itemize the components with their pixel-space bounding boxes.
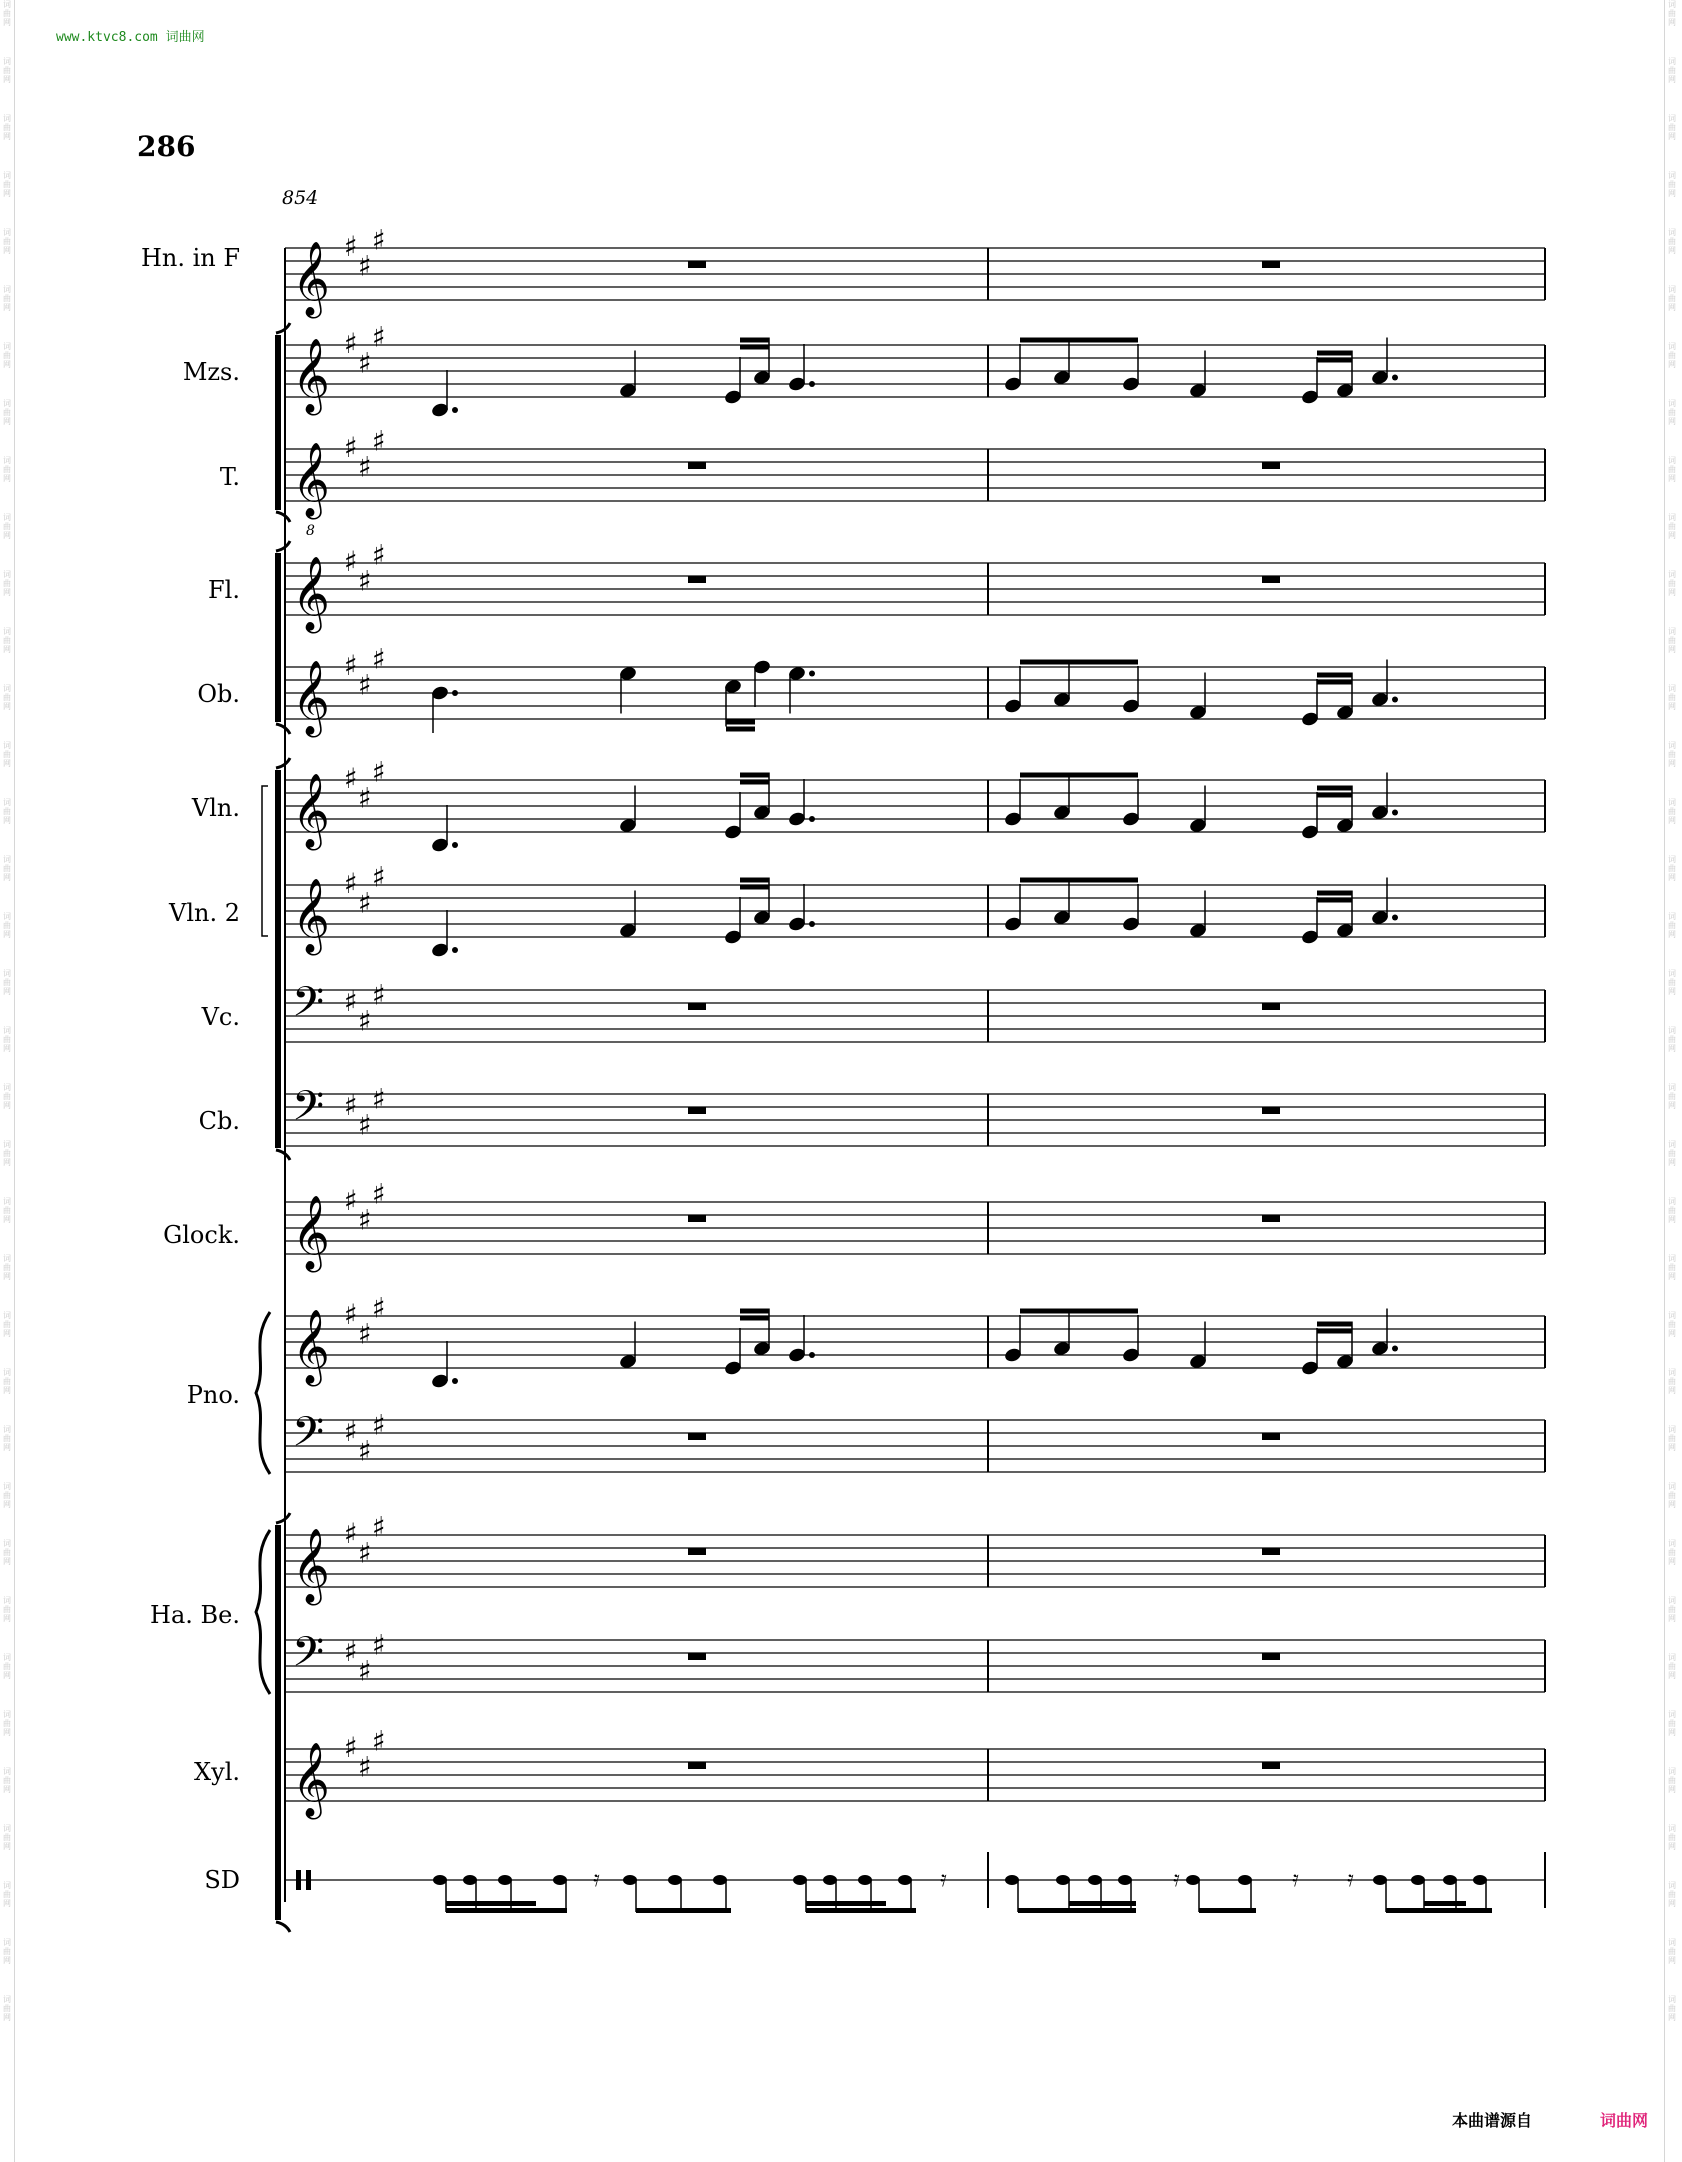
dot — [1392, 1346, 1398, 1352]
bass-clef: 𝄢 — [292, 1628, 325, 1686]
sharp: ♯ — [344, 762, 358, 795]
edge-watermark-text: 词曲网 — [3, 684, 11, 711]
instrument-label: Cb. — [198, 1107, 240, 1135]
instrument-label: Vln. — [191, 794, 240, 822]
edge-watermark-text: 词曲网 — [1668, 1197, 1676, 1224]
beam — [740, 1309, 769, 1314]
snare-note — [1118, 1875, 1132, 1885]
sharp: ♯ — [344, 327, 358, 360]
treble-clef: 𝄞 — [292, 1743, 330, 1817]
sharp: ♯ — [358, 781, 372, 815]
sharp: ♯ — [358, 1203, 372, 1237]
edge-watermark-text: 词曲网 — [3, 1482, 11, 1509]
notes — [296, 338, 1492, 1914]
edge-watermark-text: 词曲网 — [1668, 1140, 1676, 1167]
edge-watermark-text: 词曲网 — [1668, 513, 1676, 540]
instrument-label: Hn. in F — [140, 244, 240, 272]
beam — [1020, 878, 1138, 883]
edge-watermark-text: 词曲网 — [3, 912, 11, 939]
whole-rests — [688, 261, 1280, 1769]
treble-clef: 𝄞 — [292, 443, 330, 517]
dot — [809, 921, 815, 927]
treble-clef: 𝄞 — [292, 774, 330, 848]
edge-watermark-text: 词曲网 — [3, 969, 11, 996]
bass-clef: 𝄢 — [292, 1082, 325, 1140]
rest: 𝄿 — [1173, 1867, 1180, 1892]
beam — [740, 345, 769, 350]
beam — [740, 773, 769, 778]
snare-note — [858, 1875, 872, 1885]
edge-watermark-text: 词曲网 — [3, 1539, 11, 1566]
page-number: 286 — [137, 130, 196, 163]
dot — [1392, 810, 1398, 816]
footer-site-link[interactable]: 词曲网 — [1600, 2111, 1649, 2130]
whole-rest — [688, 1548, 706, 1555]
sharp: ♯ — [344, 1089, 358, 1122]
sharp: ♯ — [372, 223, 386, 257]
bracket-hook — [276, 512, 290, 522]
beam — [1020, 773, 1138, 778]
instrument-label: Pno. — [186, 1381, 240, 1409]
beam — [740, 780, 769, 785]
sharp: ♯ — [372, 1177, 386, 1211]
beam — [1317, 1322, 1352, 1327]
edge-watermark-text: 词曲网 — [1668, 1596, 1676, 1623]
edge-watermark-text: 词曲网 — [3, 342, 11, 369]
edge-watermark-text: 词曲网 — [3, 855, 11, 882]
beam — [806, 1908, 916, 1913]
edge-watermark-text: 词曲网 — [3, 627, 11, 654]
sharp: ♯ — [344, 985, 358, 1018]
snare-note — [1088, 1875, 1102, 1885]
beam — [636, 1908, 731, 1913]
sharp: ♯ — [344, 230, 358, 263]
whole-rest — [1262, 1548, 1280, 1555]
beam — [1317, 673, 1352, 678]
dot — [1392, 915, 1398, 921]
instrument-label: Fl. — [208, 576, 240, 604]
sharp: ♯ — [358, 564, 372, 598]
snare-note — [433, 1875, 447, 1885]
instrument-label: Glock. — [163, 1221, 240, 1249]
snare-note — [1005, 1875, 1019, 1885]
sharp: ♯ — [358, 249, 372, 283]
whole-rest — [688, 1215, 706, 1222]
whole-rest — [688, 576, 706, 583]
sharp: ♯ — [358, 668, 372, 702]
edge-watermark-text: 词曲网 — [3, 1254, 11, 1281]
snare-note — [1238, 1875, 1252, 1885]
edge-watermark-text: 词曲网 — [3, 1710, 11, 1737]
sharp: ♯ — [372, 978, 386, 1012]
edge-watermark-text: 词曲网 — [3, 513, 11, 540]
treble-clef: 𝄞 — [292, 1196, 330, 1270]
sharp: ♯ — [358, 1004, 372, 1038]
snare-note — [1443, 1875, 1457, 1885]
snare-note — [1186, 1875, 1200, 1885]
bracket-hook — [276, 758, 290, 768]
beam — [1317, 786, 1352, 791]
instrument-label: Vc. — [201, 1003, 240, 1031]
edge-watermark-text: 词曲网 — [3, 0, 11, 27]
edge-watermark-text: 词曲网 — [1668, 1653, 1676, 1680]
beam — [740, 878, 769, 883]
sharp: ♯ — [358, 346, 372, 380]
beam — [1018, 1908, 1136, 1913]
edge-watermark-text: 词曲网 — [3, 57, 11, 84]
treble-clef: 𝄞 — [292, 339, 330, 413]
rest: 𝄿 — [593, 1867, 600, 1892]
dot — [452, 842, 458, 848]
snare-note — [668, 1875, 682, 1885]
snare-note — [498, 1875, 512, 1885]
edge-watermark-text: 词曲网 — [1668, 1482, 1676, 1509]
sharp: ♯ — [372, 1510, 386, 1544]
edge-watermark-text: 词曲网 — [1668, 1938, 1676, 1965]
edge-watermark-text: 词曲网 — [3, 1311, 11, 1338]
edge-watermark-text: 词曲网 — [3, 798, 11, 825]
beam — [1317, 351, 1352, 356]
sharp: ♯ — [358, 886, 372, 920]
instrument-label: Ha. Be. — [150, 1601, 240, 1629]
treble-clef: 𝄞 — [292, 557, 330, 631]
beam — [726, 720, 755, 725]
sharp: ♯ — [372, 320, 386, 354]
bracket-hook — [276, 1150, 290, 1160]
instrument-label: Xyl. — [194, 1758, 240, 1786]
edge-watermark-text: 词曲网 — [3, 1938, 11, 1965]
edge-watermark-text: 词曲网 — [1668, 171, 1676, 198]
snare-note — [1473, 1875, 1487, 1885]
violin-subbracket — [262, 786, 268, 936]
edge-watermark-text: 词曲网 — [3, 1824, 11, 1851]
whole-rest — [1262, 1433, 1280, 1440]
beam — [1317, 1329, 1352, 1334]
edge-watermark-text: 词曲网 — [1668, 1083, 1676, 1110]
edge-watermark-text: 词曲网 — [3, 1197, 11, 1224]
dot — [809, 1352, 815, 1358]
sharp: ♯ — [344, 431, 358, 464]
treble-clef: 𝄞 — [292, 879, 330, 953]
beam — [1020, 338, 1138, 343]
beam — [1020, 660, 1138, 665]
sharp: ♯ — [372, 642, 386, 676]
edge-watermark-text: 词曲网 — [1668, 969, 1676, 996]
sharp: ♯ — [358, 1750, 372, 1784]
sharp: ♯ — [372, 1408, 386, 1442]
beam — [740, 338, 769, 343]
dot — [809, 816, 815, 822]
dot — [809, 381, 815, 387]
sharp: ♯ — [344, 1517, 358, 1550]
edge-watermark-text: 词曲网 — [3, 114, 11, 141]
bracket-hook — [276, 323, 290, 333]
clefs — [292, 242, 330, 1820]
edge-watermark-text: 词曲网 — [3, 171, 11, 198]
treble-clef: 𝄞 — [292, 1529, 330, 1603]
snare-note — [713, 1875, 727, 1885]
rest: 𝄿 — [1347, 1867, 1354, 1892]
sharp: ♯ — [372, 860, 386, 894]
sharp: ♯ — [358, 1108, 372, 1142]
edge-watermark-text: 词曲网 — [1668, 1026, 1676, 1053]
beam — [446, 1901, 536, 1906]
whole-rest — [688, 1433, 706, 1440]
snare-note — [1411, 1875, 1425, 1885]
edge-watermark-text: 词曲网 — [1668, 57, 1676, 84]
edge-watermark-text: 词曲网 — [1668, 456, 1676, 483]
edge-watermark-text: 词曲网 — [3, 1140, 11, 1167]
bracket-hook — [276, 1513, 290, 1523]
brace — [256, 1530, 270, 1694]
instrument-label: T. — [219, 463, 240, 491]
sharp: ♯ — [358, 1317, 372, 1351]
whole-rest — [688, 261, 706, 268]
whole-rest — [1262, 1003, 1280, 1010]
sharp: ♯ — [344, 1298, 358, 1331]
bracket-hook — [276, 541, 290, 551]
snare-note — [823, 1875, 837, 1885]
edge-watermark-text: 词曲网 — [3, 741, 11, 768]
percussion-clef — [306, 1870, 311, 1890]
edge-watermark-text: 词曲网 — [1668, 1710, 1676, 1737]
staff-lines — [285, 248, 1545, 1880]
instrument-label: Mzs. — [182, 358, 240, 386]
sharp: ♯ — [372, 538, 386, 572]
edge-watermark-text: 词曲网 — [3, 1083, 11, 1110]
whole-rest — [1262, 1215, 1280, 1222]
sharp: ♯ — [344, 1415, 358, 1448]
footer-source-text: 本曲谱源自 — [1452, 2111, 1533, 2130]
edge-watermark-text: 词曲网 — [1668, 1368, 1676, 1395]
beam — [1199, 1908, 1256, 1913]
sharp: ♯ — [372, 1628, 386, 1662]
treble-clef: 𝄞 — [292, 661, 330, 735]
beam — [806, 1901, 886, 1906]
percussion-clef — [296, 1870, 301, 1890]
edge-watermark-text: 词曲网 — [3, 285, 11, 312]
beam — [1020, 1309, 1138, 1314]
sharp: ♯ — [372, 1724, 386, 1758]
bass-clef: 𝄢 — [292, 978, 325, 1036]
edge-watermark-text: 词曲网 — [3, 1368, 11, 1395]
dot — [1392, 697, 1398, 703]
sharp: ♯ — [344, 1635, 358, 1668]
edge-watermark-text: 词曲网 — [1668, 798, 1676, 825]
brace — [256, 1312, 270, 1474]
dot — [452, 947, 458, 953]
snare-note — [553, 1875, 567, 1885]
sharp: ♯ — [344, 1184, 358, 1217]
sharp: ♯ — [344, 1731, 358, 1764]
dot — [452, 407, 458, 413]
edge-watermark-text: 词曲网 — [1668, 1824, 1676, 1851]
edge-watermark-text: 词曲网 — [3, 1653, 11, 1680]
edge-watermark-text: 词曲网 — [3, 456, 11, 483]
edge-watermark-text: 词曲网 — [3, 399, 11, 426]
whole-rest — [688, 462, 706, 469]
treble-clef: 𝄞 — [292, 1310, 330, 1384]
whole-rest — [688, 1653, 706, 1660]
dot — [1392, 375, 1398, 381]
beam — [1317, 898, 1352, 903]
whole-rest — [1262, 462, 1280, 469]
edge-watermark-text: 词曲网 — [1668, 114, 1676, 141]
sharp: ♯ — [358, 1434, 372, 1468]
rest: 𝄿 — [1292, 1867, 1299, 1892]
measure-number: 854 — [282, 187, 319, 209]
whole-rest — [688, 1003, 706, 1010]
edge-watermark-text: 词曲网 — [3, 1425, 11, 1452]
instrument-label: SD — [204, 1866, 240, 1894]
sharp: ♯ — [372, 1082, 386, 1116]
edge-watermark-text: 词曲网 — [3, 1881, 11, 1908]
beam — [1317, 358, 1352, 363]
edge-watermark-text: 词曲网 — [1668, 1767, 1676, 1794]
bass-clef: 𝄢 — [292, 1408, 325, 1466]
treble-clef: 𝄞 — [292, 242, 330, 316]
whole-rest — [688, 1762, 706, 1769]
edge-watermark-text: 词曲网 — [1668, 1539, 1676, 1566]
barlines — [285, 248, 1545, 1908]
rest: 𝄿 — [940, 1867, 947, 1892]
edge-watermark-text: 词曲网 — [1668, 627, 1676, 654]
snare-note — [898, 1875, 912, 1885]
snare-note — [1373, 1875, 1387, 1885]
sharp: ♯ — [372, 424, 386, 458]
beam — [1424, 1901, 1466, 1906]
edge-watermark-text: 词曲网 — [1668, 1311, 1676, 1338]
edge-watermark-text: 词曲网 — [1668, 0, 1676, 27]
beam — [740, 1316, 769, 1321]
edge-watermark-text: 词曲网 — [1668, 399, 1676, 426]
edge-watermark-text: 词曲网 — [1668, 1254, 1676, 1281]
edge-watermark-text: 词曲网 — [3, 1767, 11, 1794]
sharp: ♯ — [358, 1536, 372, 1570]
bracket-hook — [276, 724, 290, 734]
dot — [452, 690, 458, 696]
edge-watermark-text: 词曲网 — [3, 1995, 11, 2022]
edge-watermark-text: 词曲网 — [1668, 855, 1676, 882]
edge-watermark-text: 词曲网 — [1668, 912, 1676, 939]
edge-watermark-text: 词曲网 — [1668, 342, 1676, 369]
whole-rest — [1262, 576, 1280, 583]
edge-watermark-text: 词曲网 — [3, 1596, 11, 1623]
dot — [809, 671, 815, 677]
edge-watermark-text: 词曲网 — [1668, 1425, 1676, 1452]
snare-note — [623, 1875, 637, 1885]
edge-watermark-text: 词曲网 — [1668, 684, 1676, 711]
instrument-label: Ob. — [197, 680, 240, 708]
sharp: ♯ — [372, 1291, 386, 1325]
sharp: ♯ — [372, 755, 386, 789]
edge-watermark-text: 词曲网 — [1668, 285, 1676, 312]
whole-rest — [1262, 261, 1280, 268]
edge-watermark-text: 词曲网 — [1668, 228, 1676, 255]
edge-watermark-text: 词曲网 — [1668, 741, 1676, 768]
beam — [726, 727, 755, 732]
sharp: ♯ — [344, 545, 358, 578]
snare-note — [1056, 1875, 1070, 1885]
sharp: ♯ — [358, 450, 372, 484]
beam — [1386, 1908, 1492, 1913]
snare-note — [463, 1875, 477, 1885]
whole-rest — [1262, 1762, 1280, 1769]
site-watermark: www.ktvc8.com 词曲网 — [56, 30, 205, 45]
edge-watermark-text: 词曲网 — [1668, 1881, 1676, 1908]
beam — [1069, 1901, 1136, 1906]
edge-watermark-text: 词曲网 — [3, 228, 11, 255]
sharp: ♯ — [358, 1654, 372, 1688]
beam — [1317, 891, 1352, 896]
beam — [1317, 680, 1352, 685]
beam — [740, 885, 769, 890]
instrument-label: Vln. 2 — [169, 899, 240, 927]
whole-rest — [1262, 1107, 1280, 1114]
edge-watermark-text: 词曲网 — [3, 1026, 11, 1053]
octave-mark: 8 — [306, 523, 315, 539]
beam — [1317, 793, 1352, 798]
whole-rest — [1262, 1653, 1280, 1660]
whole-rest — [688, 1107, 706, 1114]
bracket-hook — [276, 1922, 290, 1932]
edge-watermark-text: 词曲网 — [1668, 570, 1676, 597]
beam — [446, 1908, 567, 1913]
edge-watermark-text: 词曲网 — [1668, 1995, 1676, 2022]
edge-watermark-text: 词曲网 — [3, 570, 11, 597]
dot — [452, 1378, 458, 1384]
sharp: ♯ — [344, 867, 358, 900]
sharp: ♯ — [344, 649, 358, 682]
snare-note — [793, 1875, 807, 1885]
